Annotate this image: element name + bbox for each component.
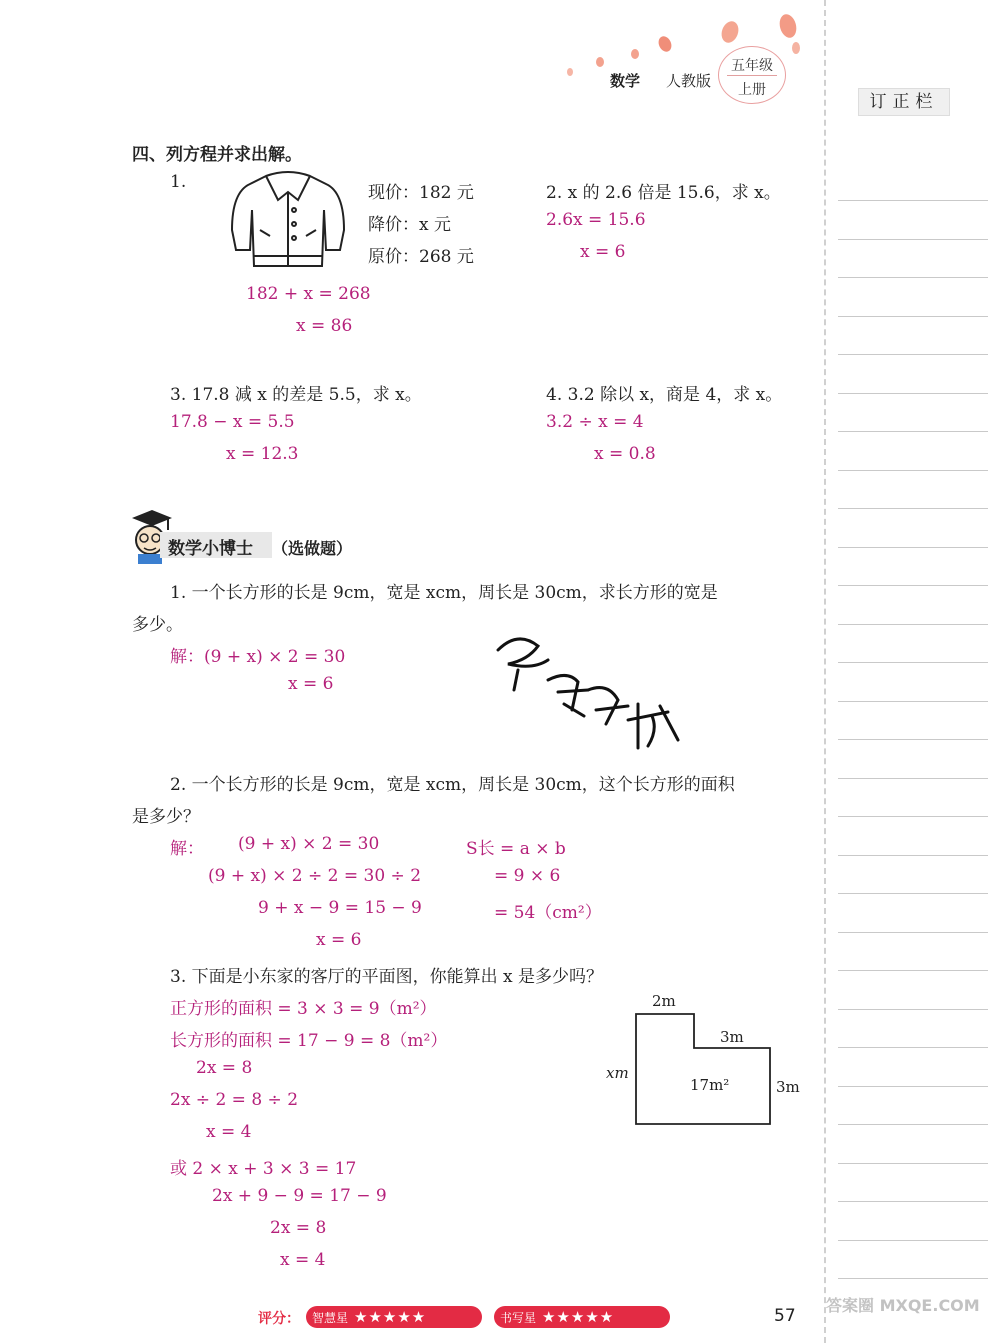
q3-answer-line2: x = 12.3: [226, 444, 299, 464]
p3-line1: 3. 下面是小东家的客厅的平面图，你能算出 x 是多少吗？: [170, 967, 604, 987]
p2-right-line1: S长 = a × b: [466, 839, 566, 859]
jacket-icon: [226, 170, 350, 278]
watermark: 答案圈 MXQE.COM: [826, 1296, 980, 1315]
q3-answer-line1: 17.8 − x = 5.5: [170, 412, 295, 432]
correction-line: [838, 1124, 988, 1125]
diagram-right-label: 3m: [776, 1078, 800, 1096]
p1-line2: 多少。: [132, 615, 183, 635]
p2-left-line1: (9 + x) × 2 = 30: [238, 834, 380, 854]
diagram-center-label: 17m²: [690, 1076, 730, 1094]
correction-line: [838, 855, 988, 856]
q1-current-price: 现价：182 元: [368, 183, 474, 203]
correction-line: [838, 893, 988, 894]
q1-answer-line1: 182 + x = 268: [246, 284, 371, 304]
correction-line: [838, 778, 988, 779]
correction-line: [838, 277, 988, 278]
page-number: 57: [774, 1306, 796, 1326]
writing-star-rating: ★★★★★: [542, 1308, 615, 1326]
p1-answer-line1: 解：(9 + x) × 2 = 30: [170, 647, 346, 667]
correction-line: [838, 1201, 988, 1202]
p2-right-line2: = 9 × 6: [494, 866, 561, 886]
correction-line: [838, 393, 988, 394]
correction-line: [838, 354, 988, 355]
p2-left-line4: x = 6: [316, 930, 362, 950]
grade-label: 五年级: [731, 58, 773, 74]
p3-answer-7: 2x + 9 − 9 = 17 − 9: [212, 1186, 387, 1206]
correction-line: [838, 662, 988, 663]
q4-answer-line2: x = 0.8: [594, 444, 656, 464]
correction-line: [838, 739, 988, 740]
q4-answer-line1: 3.2 ÷ x = 4: [546, 412, 644, 432]
p3-answer-2: 长方形的面积 = 17 − 9 = 8（m²）: [170, 1031, 448, 1051]
p3-answer-6: 或 2 × x + 3 × 3 = 17: [170, 1159, 357, 1179]
doctor-title: 数学小博士: [168, 539, 253, 559]
diagram-left-label: xm: [606, 1064, 629, 1082]
p2-left-line3: 9 + x − 9 = 15 − 9: [258, 898, 422, 918]
correction-line: [838, 508, 988, 509]
correction-title: 订正栏: [858, 88, 950, 116]
floor-plan-outline: [630, 1010, 780, 1130]
wisdom-star-badge: [306, 1306, 482, 1328]
correction-line: [838, 1047, 988, 1048]
correction-line: [838, 200, 988, 201]
diagram-top-label: 2m: [652, 992, 676, 1010]
p2-line1: 2. 一个长方形的长是 9cm，宽是 xcm，周长是 30cm，这个长方形的面积: [170, 775, 735, 795]
score-label: 评分：: [258, 1311, 300, 1327]
correction-line: [838, 970, 988, 971]
correction-line: [838, 547, 988, 548]
wisdom-star-label: 智慧星: [312, 1310, 349, 1325]
q2-text: 2. x 的 2.6 倍是 15.6，求 x。: [546, 183, 781, 203]
p2-jie: 解：: [170, 839, 204, 859]
q4-text: 4. 3.2 除以 x，商是 4，求 x。: [546, 385, 783, 405]
correction-line: [838, 1163, 988, 1164]
p2-left-line2: (9 + x) × 2 ÷ 2 = 30 ÷ 2: [208, 866, 422, 886]
term-label: 上册: [738, 82, 766, 98]
correction-column: [822, 0, 1000, 1343]
p3-answer-3: 2x = 8: [196, 1058, 253, 1078]
q2-answer-line2: x = 6: [580, 242, 626, 262]
correction-line: [838, 585, 988, 586]
correction-line: [838, 932, 988, 933]
q2-answer-line1: 2.6x = 15.6: [546, 210, 646, 230]
wisdom-star-rating: ★★★★★: [354, 1308, 427, 1326]
correction-line: [838, 624, 988, 625]
correction-line: [838, 816, 988, 817]
correction-line: [838, 316, 988, 317]
doctor-subtitle: （选做题）: [272, 539, 353, 558]
p1-answer-line2: x = 6: [288, 674, 334, 694]
handwritten-signature: [488, 620, 688, 764]
correction-line: [838, 470, 988, 471]
writing-star-badge: [494, 1306, 670, 1328]
p3-answer-4: 2x ÷ 2 = 8 ÷ 2: [170, 1090, 299, 1110]
diagram-step-label: 3m: [720, 1028, 744, 1046]
correction-line: [838, 701, 988, 702]
writing-star-label: 书写星: [500, 1310, 537, 1325]
p2-line2: 是多少？: [132, 807, 200, 827]
correction-line: [838, 1009, 988, 1010]
q1-number: 1.: [170, 172, 187, 192]
grade-badge: [718, 46, 786, 104]
subject-label: 数学: [610, 72, 641, 90]
section-title: 四、列方程并求出解。: [132, 145, 302, 165]
column-divider: [824, 0, 826, 1343]
correction-line: [838, 239, 988, 240]
p2-right-line3: = 54（cm²）: [494, 903, 602, 923]
edition-label: 人教版: [666, 72, 712, 90]
p3-answer-8: 2x = 8: [270, 1218, 327, 1238]
q1-original-price: 原价：268 元: [368, 247, 474, 267]
p3-answer-5: x = 4: [206, 1122, 252, 1142]
q1-reduction: 降价：x 元: [368, 215, 451, 235]
p1-line1: 1. 一个长方形的长是 9cm，宽是 xcm，周长是 30cm，求长方形的宽是: [170, 583, 718, 603]
correction-line: [838, 1278, 988, 1279]
correction-line: [838, 1086, 988, 1087]
p3-answer-9: x = 4: [280, 1250, 326, 1270]
q1-answer-line2: x = 86: [296, 316, 353, 336]
correction-line: [838, 1240, 988, 1241]
p3-answer-1: 正方形的面积 = 3 × 3 = 9（m²）: [170, 999, 437, 1019]
q3-text: 3. 17.8 减 x 的差是 5.5，求 x。: [170, 385, 422, 405]
correction-line: [838, 431, 988, 432]
